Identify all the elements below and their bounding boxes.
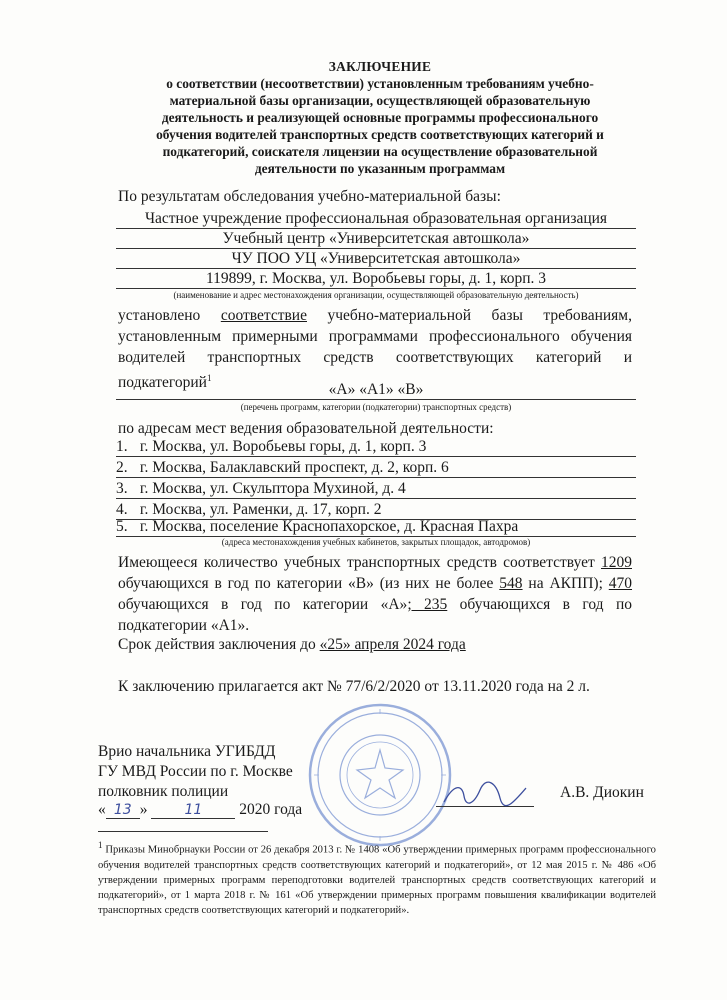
address-text: г. Москва, Балаклавский проспект, д. 2, корп. 6 — [139, 459, 449, 476]
date-year: 2020 года — [239, 801, 303, 818]
org-short-name: ЧУ ПОО УЦ «Университетская автошкола» — [116, 250, 636, 269]
vehicles-count: 1209 — [601, 554, 632, 571]
signer-department: ГУ МВД России по г. Москве — [98, 763, 293, 780]
footnote — [98, 838, 656, 918]
compliance-paragraph — [118, 305, 632, 393]
vehicles-text: на АКПП); — [522, 575, 609, 592]
intro-text: По результатам обследования учебно-материальной базы: — [118, 188, 501, 205]
org-name-line: Частное учреждение профессиональная образовательная организация — [116, 210, 636, 229]
compliance-text: учебно-материальной базы требованиям, установленным примерными программами профессионального обучения водителей транспортных средств соответствующих категорий и подкатегорий — [118, 307, 632, 392]
address-number: 2. — [116, 459, 128, 476]
vehicles-count: 548 — [499, 575, 523, 592]
addresses-intro: по адресам мест ведения образовательной деятельности: — [118, 420, 494, 437]
signer-name: А.В. Диокин — [560, 784, 644, 801]
vehicles-count: ; 235 — [407, 596, 448, 613]
address-line — [116, 480, 636, 499]
subtitle-line: о соответствии (несоответствии) установленным требованиям учебно- — [166, 76, 594, 91]
attachment-line: К заключению прилагается акт № 77/6/2/2020 от 13.11.2020 года на 2 л. — [118, 678, 590, 695]
addresses-caption: (адреса местонахождения учебных кабинетов, закрытых площадок, автодромов) — [221, 537, 531, 547]
document-title: ЗАКЛЮЧЕНИЕ — [328, 59, 432, 74]
official-seal — [305, 700, 455, 850]
address-number: 4. — [116, 501, 128, 518]
handwritten-signature — [440, 780, 530, 808]
address-text: г. Москва, поселение Краснопахорское, д. Красная Пахра — [139, 518, 519, 535]
address-text: г. Москва, ул. Скульптора Мухиной, д. 4 — [139, 480, 406, 497]
vehicles-count: 470 — [608, 575, 633, 592]
vehicles-paragraph — [118, 552, 632, 636]
subtitle-line: деятельность и реализующей основные программы профессионального — [161, 110, 599, 125]
vehicles-text: обучающихся в год по категории «А» — [118, 596, 408, 613]
address-line — [116, 459, 636, 478]
subtitle-line: материальной базы организации, осуществляющей образовательную — [169, 93, 591, 108]
categories-caption: (перечень программ, категории (подкатегории) транспортных средств) — [240, 402, 512, 412]
address-number: 5. — [116, 518, 128, 535]
vehicles-text: Имеющееся количество учебных транспортных средств соответствует — [118, 554, 601, 571]
validity-date: «25» апреля 2024 года — [319, 636, 466, 653]
document-header — [100, 58, 660, 177]
date-day: 13 — [106, 802, 140, 819]
vehicles-text: обучающихся в год по подкатегории «А1». — [118, 596, 632, 634]
footnote-mark: 1 — [98, 840, 103, 850]
footnote-divider — [98, 831, 268, 832]
org-caption: (наименование и адрес местонахождения организации, осуществляющей образовательную деятельность) — [173, 290, 579, 300]
org-address: 119899, г. Москва, ул. Воробьевы горы, д. 1, корп. 3 — [116, 270, 636, 289]
footnote-text: Приказы Минобрнауки России от 26 декабря 2013 г. № 1408 «Об утверждении примерных программ профессионального обучения водителей транспортных средств соответствующих категорий и подкатегорий», от 12 мая 2015 г. № 486 «Об утверждении примерных программ переподготовки водителей транспортных средств соответствующих категорий и подкатегорий», от 1 марта 2018 г. № 161 «Об утверждении примерных программ повышения квалификации водителей транспортных средств соответствующих категорий и подкатегорий». — [98, 844, 656, 916]
validity-line — [118, 636, 466, 654]
signer-position: Врио начальника УГИБДД — [98, 743, 276, 760]
footnote-ref: 1 — [206, 373, 212, 383]
signature-date: « 13 » 11 2020 года — [98, 801, 303, 818]
address-number: 1. — [116, 438, 128, 455]
signer-rank: полковник полиции — [98, 783, 229, 800]
org-name-line: Учебный центр «Университетская автошкола» — [116, 230, 636, 249]
validity-text: Срок действия заключения до — [118, 636, 320, 653]
subtitle-line: обучения водителей транспортных средств соответствующих категорий и — [156, 127, 604, 142]
address-line — [116, 438, 636, 457]
categories-line: «А» «А1» «В» — [116, 381, 636, 400]
vehicles-text: обучающихся в год по категории «В» (из них не более — [118, 575, 500, 592]
address-number: 3. — [116, 480, 128, 497]
date-month: 11 — [151, 802, 235, 819]
address-text: г. Москва, ул. Раменки, д. 17, корп. 2 — [139, 501, 382, 518]
signature-block — [98, 742, 293, 802]
address-line — [116, 518, 636, 537]
compliance-status: соответствие — [220, 307, 307, 324]
compliance-text: установлено — [118, 307, 221, 324]
subtitle-line: подкатегорий, соискателя лицензии на осуществление образовательной — [162, 144, 598, 159]
address-text: г. Москва, ул. Воробьевы горы, д. 1, корп. 3 — [139, 438, 427, 455]
subtitle-line: деятельности по указанным программам — [254, 161, 506, 176]
